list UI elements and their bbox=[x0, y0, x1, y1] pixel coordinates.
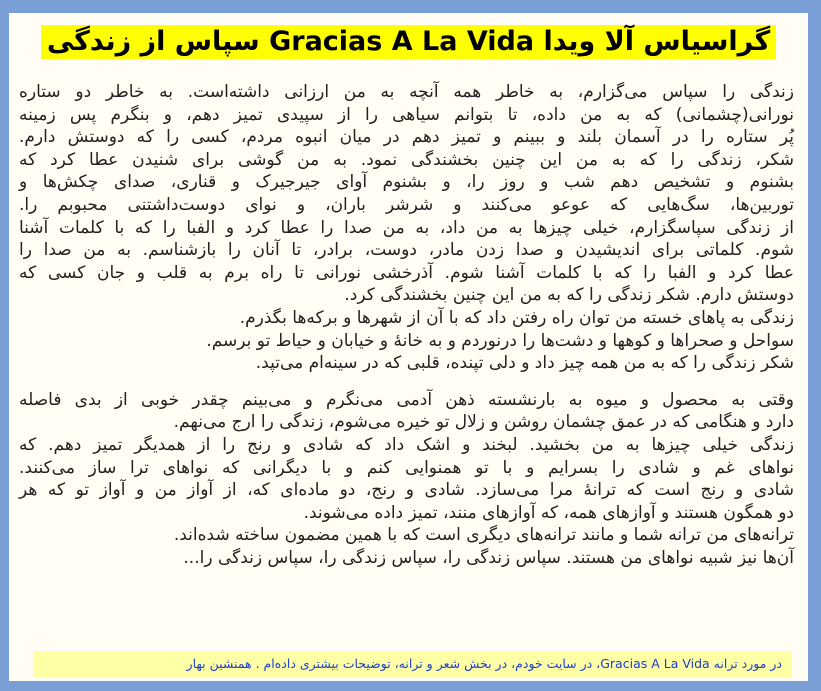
title-wrap bbox=[9, 25, 808, 59]
paragraph-1 bbox=[19, 81, 794, 375]
text-line: دو همگون هستند و آوازهای همه، که آوازهای منند، تمیز داده می‌شوند. bbox=[303, 502, 794, 523]
text-line: عطا کرد و الفبا را که با کلمات آشنا شوم. آذرخشی نورانی تا راه برم به قلب و جان کسی که bbox=[19, 262, 794, 283]
text-line: شکر زندگی را که به من همه چیز داد و دلی تپنده، قلبی که در سینه‌ام می‌تپد. bbox=[255, 353, 794, 374]
text-line: زندگی به پاهای خسته من توان راه رفتن داد که با آن از شهرها و برکه‌ها بگذرم. bbox=[239, 307, 794, 328]
text-line: شادی و رنج است که ترانهٔ مرا می‌سازد. شادی و رنج، دو ماده‌ای که، از آواز من و آواز تو که هر bbox=[19, 480, 794, 501]
text-line: توربین‌ها، سگ‌هایی که عوعو می‌کنند و شرشر باران، و نوای دوست‌داشتنی محبوبم را. bbox=[19, 194, 794, 215]
footer-note: در مورد ترانه Gracias A La Vida، در سایت خودم، در بخش شعر و ترانه، توضیحات بیشتری داده‌ام . همنشین بهار bbox=[33, 651, 792, 677]
text-line: شکر، زندگی را که به من این چنین بخشندگی نمود. به من گوشی برای شنیدن عطا کرد که bbox=[19, 149, 794, 170]
lyrics-text bbox=[19, 81, 794, 569]
text-line: پُر ستاره را در آسمان بلند و ببینم و تمیز دهم در میان انبوه مردم، کسی را که دوستش دارم. bbox=[19, 127, 794, 148]
text-line: زندگی را سپاس می‌گزارم، به خاطر همه آنچه به من ارزانی داشته‌است. به خاطر دو ستاره bbox=[19, 82, 794, 102]
text-line: وقتی به محصول و میوه به بارنشسته ذهن آدمی می‌نگرم و می‌بینم چقدر خوبی از بدی فاصله bbox=[19, 389, 794, 410]
content-card bbox=[9, 13, 808, 681]
text-line: سواحل و صحراها و کوهها و دشت‌ها را درنوردم و به خانهٔ و خیابان و حیاط تو برسم. bbox=[206, 330, 794, 351]
text-line: زندگی خیلی چیزها به من بخشید. لبخند و اشک داد که شادی و رنج را از همدیگر تمیز دهم. که bbox=[19, 434, 794, 455]
text-line: دوستش دارم. شکر زندگی را که به من این چنین بخشندگی کرد. bbox=[344, 285, 794, 306]
text-line: آن‌ها نیز شبیه نواهای من هستند. سپاس زندگی را، سپاس زندگی را، سپاس زندگی را... bbox=[183, 547, 794, 568]
text-line: بشنوم و تشخیص دهم شب و روز را، و بشنوم آوای جیرجیرک و قناری، صدای چکش‌ها و bbox=[19, 172, 794, 193]
text-line: نورانی(چشمانی) که به من داده، تا بتوانم سیاهی را از سپیدی تمیز دهم، و بنگرم پس زمینه bbox=[19, 104, 794, 125]
text-line: نواهای غم و شادی را بسرایم و با تو همنوایی کنم و با دیگرانی که نواهای ترا ساز می‌کنند. bbox=[19, 457, 794, 478]
text-line: از زندگی سپاسگزارم، خیلی چیزها به من داد، به من صدا را عطا کرد و الفبا را که با کلمات آشنا bbox=[19, 217, 794, 238]
paragraph-2 bbox=[19, 389, 794, 570]
text-line: ترانه‌های من ترانه شما و مانند ترانه‌های دیگری است که با همین مضمون ساخته شده‌اند. bbox=[173, 525, 794, 546]
text-line: شوم. کلماتی برای اندیشیدن و صدا زدن مادر، دوست، برادر، تا آنان را بازشناسم. به من صدا را bbox=[19, 240, 794, 261]
page-title: گراسیاس آلا ویدا Gracias A La Vida سپاس از زندگی bbox=[41, 25, 776, 59]
paragraph-gap bbox=[19, 375, 794, 389]
text-line: دارد و هنگامی که در عمق چشمان روشن و زلال تو خیره می‌شوم، زندگی را ارج می‌نهم. bbox=[173, 412, 794, 433]
